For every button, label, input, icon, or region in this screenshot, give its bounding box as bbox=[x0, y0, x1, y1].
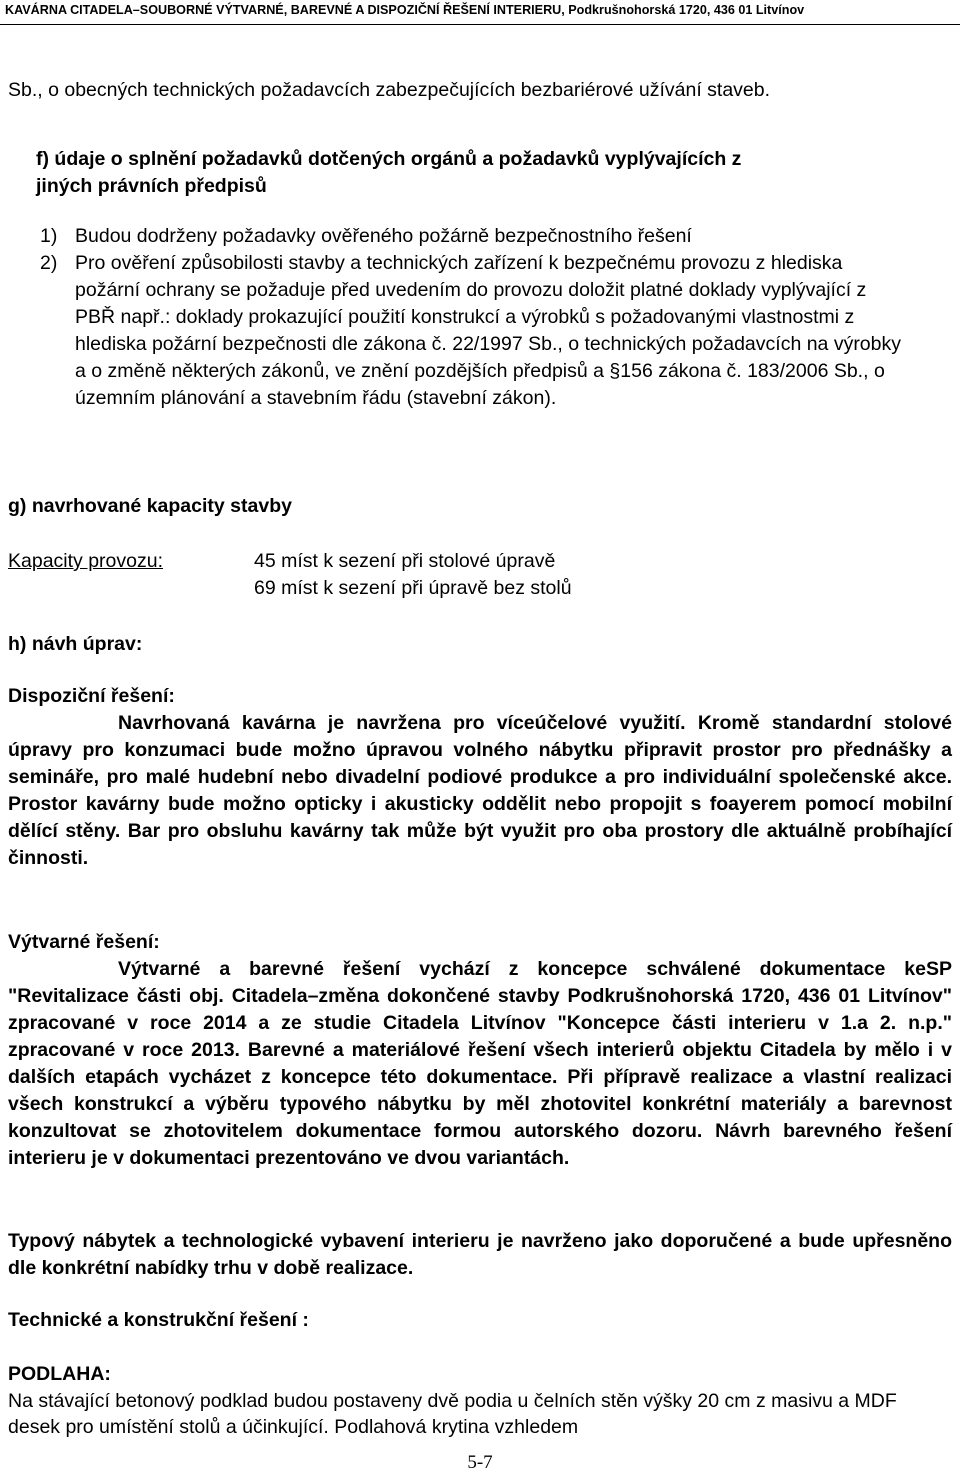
section-f-heading bbox=[8, 146, 952, 200]
document-header: KAVÁRNA CITADELA–SOUBORNÉ VÝTVARNÉ, BAREVNÉ A DISPOZIČNÍ ŘEŠENÍ INTERIERU, Podkrušnohorská 1720, 436 01 Litvínov bbox=[5, 3, 805, 17]
header-rule bbox=[0, 24, 960, 25]
capacity-line: 69 míst k sezení při úpravě bez stolů bbox=[254, 577, 572, 599]
list-item-number: 2) bbox=[40, 252, 58, 274]
list-item bbox=[40, 250, 940, 412]
dispozicni-paragraph bbox=[8, 710, 952, 872]
list-item-text: Pro ověření způsobilosti stavby a technických zařízení k bezpečnému provozu z hlediska požární ochrany se požaduje před uvedením do provozu doložit platné doklady vyplývající z PBŘ např.: doklady prokazující použití konstrukcí a výrobků s požadovanými vlastnostmi z hlediska požární bezpečnosti dle zákona č. 22/1997 Sb., o technických požadavcích na výrobky a o změně některých zákonů, ve znění pozdějších předpisů a §156 zákona č. 183/2006 Sb., o územním plánování a stavebním řádu (stavební zákon). bbox=[75, 252, 901, 409]
podlaha-heading: PODLAHA: bbox=[8, 1363, 111, 1385]
dispozicni-heading: Dispoziční řešení: bbox=[8, 685, 175, 707]
section-f-heading-line2: jiných právních předpisů bbox=[36, 175, 267, 197]
section-f-heading-line1: f) údaje o splnění požadavků dotčených orgánů a požadavků vyplývajících z bbox=[36, 148, 742, 170]
list-item-text: Budou dodrženy požadavky ověřeného požárně bezpečnostního řešení bbox=[75, 225, 692, 247]
section-h-heading: h) návh úprav: bbox=[8, 633, 143, 655]
podlaha-paragraph: Na stávající betonový podklad budou postaveny dvě podia u čelních stěn výšky 20 cm z masivu a MDF desek pro umístění stolů a účinkující. Podlahová krytina vzhledem bbox=[8, 1390, 897, 1438]
dispozicni-text: Navrhovaná kavárna je navržena pro víceúčelové využití. Kromě standardní stolové úpravy pro konzumaci bude možno úpravou volného nábytku připravit prostor pro přednášky a semináře, pro malé hudební nebo divadelní podiové produkce a pro individuální společenské akce. Prostor kavárny bude možno opticky i akusticky oddělit nebo propojit s foayerem pomocí mobilní dělící stěny. Bar pro obsluhu kavárny tak může být využit pro oba prostory dle aktuálně probíhající činnosti. bbox=[8, 712, 952, 869]
capacity-values bbox=[254, 548, 572, 602]
section-g-heading: g) navrhované kapacity stavby bbox=[8, 495, 292, 517]
capacity-line: 45 míst k sezení při stolové úpravě bbox=[254, 550, 556, 572]
capacity-label: Kapacity provozu: bbox=[8, 550, 164, 572]
vytvarne-heading: Výtvarné řešení: bbox=[8, 931, 160, 953]
vytvarne-text: Výtvarné a barevné řešení vychází z koncepce schválené dokumentace keSP "Revitalizace části obj. Citadela–změna dokončené stavby Podkrušnohorská 1720, 436 01 Litvínov" zpracované v roce 2014 a ze studie Citadela Litvínov "Koncepce části interieru v 1.a 2. n.p." zpracované v roce 2013. Barevné a materiálové řešení všech interierů objektu Citadela by mělo i v dalších etapách vycházet z koncepce této dokumentace. Při přípravě realizace a vlastní realizaci všech konstrukcí a výběru typového nábytku by měl zhotovitel konkrétní materiály a barevnost konzultovat se zhotovitelem dokumentace formou autorského dozoru. Návrh barevného řešení interieru je v dokumentaci prezentováno ve dvou variantách. bbox=[8, 958, 952, 1169]
vytvarne-paragraph-2: Typový nábytek a technologické vybavení interieru je navrženo jako doporučené a bude upřesněno dle konkrétní nabídky trhu v době realizace. bbox=[8, 1230, 952, 1279]
vytvarne-paragraph bbox=[8, 956, 952, 1172]
intro-line: Sb., o obecných technických požadavcích zabezpečujících bezbariérové užívání staveb. bbox=[8, 79, 771, 101]
technicke-heading: Technické a konstrukční řešení : bbox=[8, 1309, 309, 1331]
list-item-number: 1) bbox=[40, 225, 58, 247]
page-number: 5-7 bbox=[467, 1452, 493, 1473]
list-item bbox=[40, 223, 940, 250]
